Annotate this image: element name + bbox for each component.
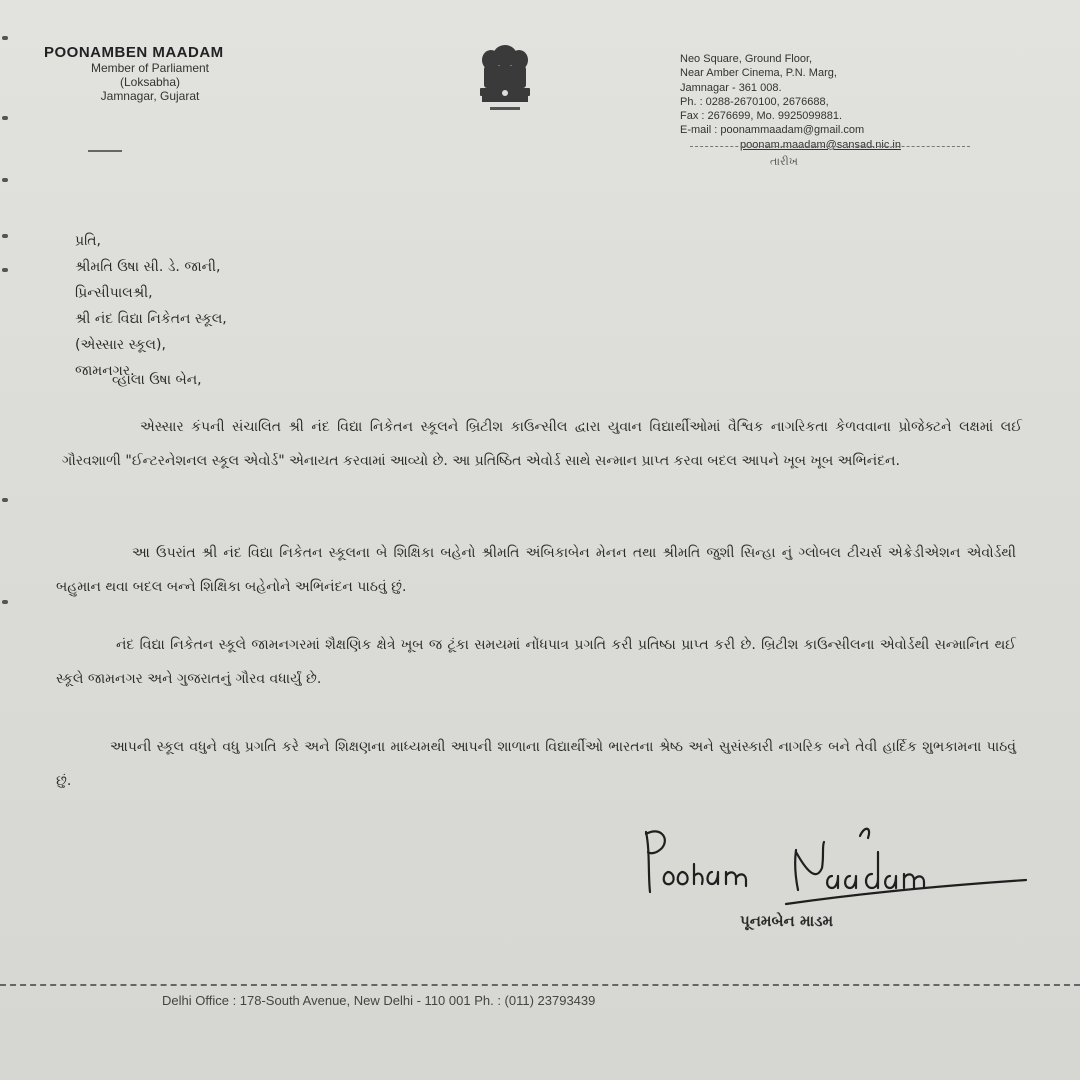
national-emblem-icon (470, 40, 540, 118)
official-email: poonam.maadam@sansad.nic.in (740, 138, 901, 151)
sender-title-line: Jamnagar, Gujarat (100, 89, 200, 103)
footer-divider (0, 984, 1080, 986)
body-paragraph: નંદ વિદ્યા નિકેતન સ્કૂલે જામનગરમાં શૈક્ષણિક ક્ષેત્રે ખૂબ જ ટૂંકા સમયમાં નોંધપાત્ર પ્રગતિ કરી પ્રતિષ્ઠા પ્રાપ્ત કરી છે. બ્રિટીશ કાઉન્સીલના એવોર્ડથી સન્માનિત થઈ સ્કૂલે જામનગર અને ગુજરાતનું ગૌરવ વધાર્યું છે. (56, 637, 1016, 687)
body-paragraph: આ ઉપરાંત શ્રી નંદ વિદ્યા નિકેતન સ્કૂલના બે શિક્ષિકા બહેનો શ્રીમતિ અંબિકાબેન મેનન તથા શ્રીમતિ જુશી સિન્હા નું ગ્લોબલ ટીચર્સ એક્રેડીએશન એવોર્ડથી બહુમાન થવા બદલ બન્ને શિક્ષિકા બહેનોને અભિનંદન પાઠવું છું. (56, 545, 1016, 595)
recipient-line: શ્રી નંદ વિદ્યા નિકેતન સ્કૂલ, (75, 311, 227, 327)
sender-block (40, 44, 320, 103)
recipient-block (75, 228, 227, 384)
recipient-line: જામનગર. (75, 363, 135, 379)
address-line: Ph. : 0288-2670100, 2676688, (680, 95, 829, 108)
handwritten-signature (636, 820, 1036, 920)
body-paragraph: આપની સ્કૂલ વધુને વધુ પ્રગતિ કરે અને શિક્ષણના માધ્યમથી આપની શાળાના વિદ્યાર્થીઓ ભારતના શ્રેષ્ઠ અને સુસંસ્કારી નાગરિક બને તેવી હાર્દિક શુભકામના પાઠવું છું. (56, 739, 1016, 789)
email-line: E-mail : poonammaadam@gmail.com (680, 124, 865, 137)
body-paragraph: એસ્સાર કંપની સંચાલિત શ્રી નંદ વિદ્યા નિકેતન સ્કૂલને બ્રિટીશ કાઉન્સીલ દ્વારા યુવાન વિદ્યાર્થીઓમાં વૈશ્વિક નાગરિકતા કેળવવાના પ્રોજેક્ટને લક્ષમાં લઈ ગૌરવશાળી "ઈન્ટરનેશનલ સ્કૂલ એવોર્ડ" એનાયત કરવામાં આવ્યો છે. આ પ્રતિષ્ઠિત એવોર્ડ સાથે સન્માન પ્રાપ્ત કરવા બદલ આપને ખૂબ ખૂબ અભિનંદન. (62, 419, 1022, 469)
address-line: Fax : 2676699, Mo. 9925099881. (680, 110, 843, 123)
address-line: Near Amber Cinema, P.N. Marg, (680, 67, 837, 80)
recipient-line: પ્રતિ, (75, 233, 101, 249)
signatory-name: પૂનમબેન માડમ (740, 912, 834, 930)
contact-address-block (680, 52, 1010, 152)
footer-address: Delhi Office : 178-South Avenue, New Delhi - 110 001 Ph. : (011) 23793439 (162, 993, 596, 1008)
sender-name: POONAMBEN MAADAM (44, 44, 224, 61)
recipient-line: (એસ્સાર સ્કૂલ), (75, 337, 166, 353)
sender-title-line: Member of Parliament (90, 61, 210, 75)
address-line: Neo Square, Ground Floor, (680, 53, 813, 65)
recipient-line: શ્રીમતિ ઉષા સી. ડે. જાની, (75, 259, 221, 275)
date-label: તારીખ (770, 156, 798, 168)
salutation: વ્હાલા ઉષા બેન, (112, 372, 202, 388)
sender-title-line: (Loksabha) (119, 75, 181, 89)
address-divider (690, 146, 970, 147)
address-line: Jamnagar - 361 008. (680, 81, 782, 94)
recipient-line: પ્રિન્સીપાલશ્રી, (75, 285, 153, 301)
header-mark (88, 150, 122, 152)
